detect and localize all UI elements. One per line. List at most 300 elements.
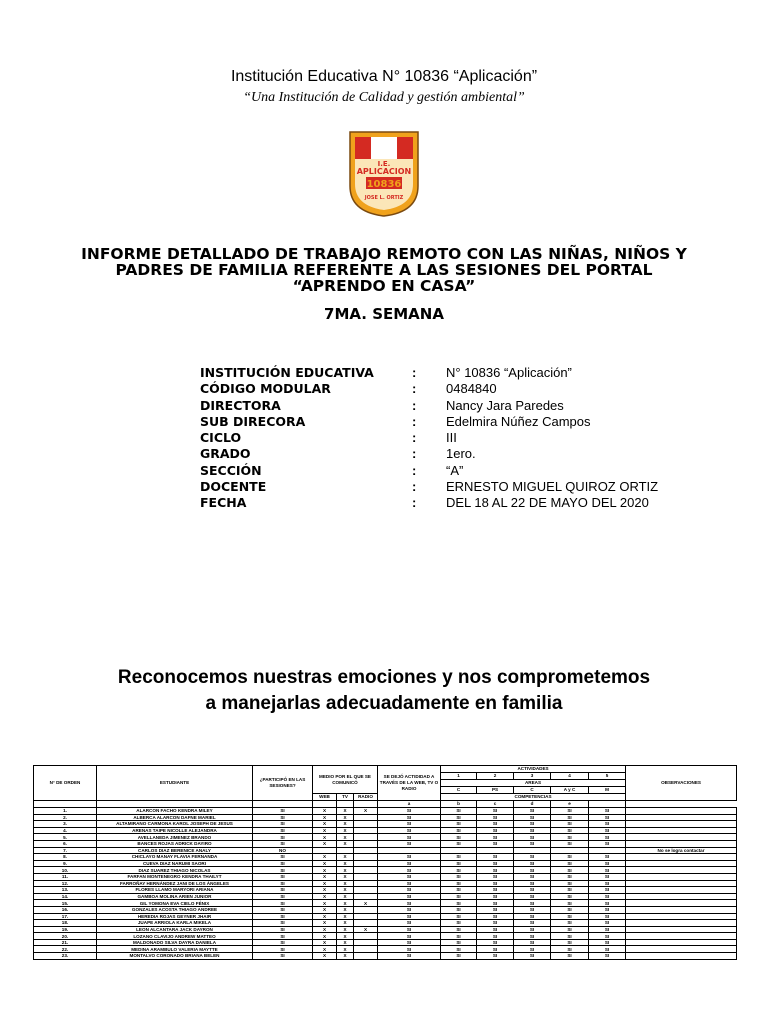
tv-cell (337, 847, 354, 854)
tv-cell: X (337, 953, 354, 960)
participated-cell: SI (253, 814, 313, 821)
activity-cell: SI (477, 873, 514, 880)
student-cell: FLORES LLAMO MARYORI ARIANA (97, 887, 253, 894)
activity-cell: SI (514, 840, 551, 847)
student-cell: CHICLAYO MANAY FLAVIA FERNANDA (97, 854, 253, 861)
activity-cell: SI (477, 887, 514, 894)
observation-cell (626, 946, 737, 953)
participated-cell: SI (253, 953, 313, 960)
web-cell: X (313, 946, 337, 953)
order-cell: 10. (34, 867, 97, 874)
activity-cell: SI (514, 946, 551, 953)
table-row (34, 939, 737, 946)
activity-cell: SI (551, 827, 589, 834)
observation-cell (626, 880, 737, 887)
activity-cell: SI (514, 854, 551, 861)
student-cell: BANCES ROJAS ADRICK DAYIRO (97, 840, 253, 847)
participated-cell: SI (253, 900, 313, 907)
tv-cell: X (337, 821, 354, 828)
observation-cell (626, 887, 737, 894)
activity-cell: SI (441, 808, 477, 815)
activity-number: 3 (514, 773, 551, 780)
activity-cell: SI (551, 953, 589, 960)
info-separator: : (412, 413, 417, 429)
info-separator: : (412, 495, 417, 511)
activity-cell: SI (441, 840, 477, 847)
activity-cell: SI (589, 840, 626, 847)
info-value: ERNESTO MIGUEL QUIROZ ORTIZ (446, 479, 659, 495)
activity-cell: SI (589, 867, 626, 874)
observation-cell (626, 933, 737, 940)
activity-cell: SI (441, 821, 477, 828)
activity-cell: SI (477, 893, 514, 900)
activity-cell: SI (589, 906, 626, 913)
order-cell: 20. (34, 933, 97, 940)
order-cell: 6. (34, 840, 97, 847)
web-cell: X (313, 867, 337, 874)
student-cell: CUEVA DIAZ NARUMI SAORI (97, 860, 253, 867)
info-separator: : (412, 462, 417, 478)
activity-cell (589, 847, 626, 854)
activity-cell: SI (441, 814, 477, 821)
header-activities: ACTIVIDADES (441, 766, 626, 773)
competency-code: d (514, 801, 551, 808)
radio-cell (354, 933, 378, 940)
activity-cell: SI (477, 827, 514, 834)
table-row (34, 926, 737, 933)
session-subtitle (0, 665, 768, 717)
order-cell: 11. (34, 873, 97, 880)
activity-cell: SI (551, 873, 589, 880)
activity-cell: SI (551, 893, 589, 900)
info-value: Nancy Jara Paredes (446, 397, 564, 413)
activity-cell: SI (589, 893, 626, 900)
activity-cell: SI (551, 880, 589, 887)
observation-cell (626, 893, 737, 900)
radio-cell (354, 880, 378, 887)
activity-cell: SI (589, 933, 626, 940)
activity-cell: SI (441, 920, 477, 927)
order-cell: 14. (34, 893, 97, 900)
activity-cell: SI (589, 946, 626, 953)
activity-cell: SI (551, 854, 589, 861)
logo-line1: I.E. (377, 160, 391, 168)
student-cell: FARROÑAY HERNÁNDEZ JANI DE LOS ÁNGELES (97, 880, 253, 887)
radio-cell (354, 860, 378, 867)
activity-cell: SI (514, 867, 551, 874)
activity-cell: SI (514, 893, 551, 900)
activity-cell: SI (477, 900, 514, 907)
attendance-body (34, 808, 737, 960)
activity-cell (441, 847, 477, 854)
left-activity-cell: SI (378, 933, 441, 940)
activity-cell: SI (477, 860, 514, 867)
table-row (34, 854, 737, 861)
web-cell: X (313, 893, 337, 900)
order-cell: 23. (34, 953, 97, 960)
table-row (34, 920, 737, 927)
radio-cell: X (354, 926, 378, 933)
left-activity-cell: SI (378, 906, 441, 913)
radio-cell (354, 913, 378, 920)
left-activity-cell: SI (378, 913, 441, 920)
institution-name: Institución Educativa N° 10836 “Aplicación” (230, 68, 538, 85)
activity-cell: SI (514, 834, 551, 841)
activity-cell: SI (589, 953, 626, 960)
competency-code: c (477, 801, 514, 808)
activity-cell: SI (551, 913, 589, 920)
session-subtitle-line2: a manejarlas adecuadamente en familia (205, 693, 563, 714)
activity-cell: SI (514, 953, 551, 960)
activity-cell: SI (477, 854, 514, 861)
order-cell: 22. (34, 946, 97, 953)
left-activity-cell: SI (378, 821, 441, 828)
area-code: M (589, 787, 626, 794)
web-cell: X (313, 926, 337, 933)
activity-cell: SI (477, 913, 514, 920)
order-cell: 2. (34, 814, 97, 821)
table-row (34, 821, 737, 828)
radio-cell (354, 854, 378, 861)
info-value: N° 10836 “Aplicación” (446, 365, 572, 380)
table-row (34, 867, 737, 874)
web-cell: X (313, 821, 337, 828)
participated-cell: SI (253, 827, 313, 834)
competency-code: e (551, 801, 589, 808)
tv-cell: X (337, 893, 354, 900)
info-separator: : (412, 479, 417, 495)
participated-cell: SI (253, 821, 313, 828)
activity-cell: SI (441, 834, 477, 841)
activity-cell: SI (551, 867, 589, 874)
activity-cell: SI (441, 939, 477, 946)
table-row (34, 900, 737, 907)
info-label: SECCIÓN (200, 462, 262, 478)
activity-cell: SI (589, 834, 626, 841)
left-activity-cell: SI (378, 920, 441, 927)
competency-code: a (378, 801, 441, 808)
header-radio: RADIO (354, 794, 378, 801)
student-cell: AVELLANEDA JIMENEZ BRANDO (97, 834, 253, 841)
activity-cell: SI (477, 867, 514, 874)
info-label: FECHA (200, 495, 247, 511)
activity-cell: SI (514, 873, 551, 880)
order-cell: 9. (34, 860, 97, 867)
order-cell: 21. (34, 939, 97, 946)
participated-cell: SI (253, 867, 313, 874)
table-row (34, 827, 737, 834)
activity-cell: SI (589, 860, 626, 867)
activity-cell: SI (441, 854, 477, 861)
activity-cell: SI (589, 873, 626, 880)
table-row (34, 887, 737, 894)
activity-cell: SI (551, 887, 589, 894)
student-cell: MEDINA ARAMBULO VALERIA MAYTTE (97, 946, 253, 953)
radio-cell (354, 873, 378, 880)
activity-cell: SI (477, 821, 514, 828)
order-cell: 15. (34, 900, 97, 907)
web-cell: X (313, 933, 337, 940)
radio-cell (354, 906, 378, 913)
activity-cell: SI (589, 887, 626, 894)
activity-cell: SI (551, 808, 589, 815)
participated-cell: SI (253, 939, 313, 946)
web-cell: X (313, 814, 337, 821)
table-row (34, 860, 737, 867)
left-activity-cell: SI (378, 834, 441, 841)
activity-cell: SI (441, 860, 477, 867)
header-order: N° DE ORDEN (34, 766, 97, 801)
activity-cell: SI (477, 939, 514, 946)
observation-cell (626, 827, 737, 834)
left-activity-cell: SI (378, 867, 441, 874)
tv-cell: X (337, 860, 354, 867)
order-cell: 18. (34, 920, 97, 927)
student-cell: CARLOS DIAZ BERENICE ANALY (97, 847, 253, 854)
radio-cell (354, 867, 378, 874)
table-row (34, 953, 737, 960)
activity-cell: SI (514, 913, 551, 920)
student-cell: MONTALVO CORONADO BRIANA BELEN (97, 953, 253, 960)
web-cell: X (313, 834, 337, 841)
logo-name: JOSE L. ORTIZ (364, 195, 404, 201)
info-separator: : (412, 446, 417, 462)
activity-cell: SI (514, 920, 551, 927)
activity-cell: SI (441, 946, 477, 953)
participated-cell: NO (253, 847, 313, 854)
activity-cell: SI (441, 926, 477, 933)
header-medium: MEDIO POR EL QUE SE COMUNICÓ (313, 766, 378, 794)
student-cell: GAMBOA MOLINA ARIEN JUNIOR (97, 893, 253, 900)
activity-cell: SI (441, 953, 477, 960)
activity-cell: SI (441, 880, 477, 887)
radio-cell: X (354, 808, 378, 815)
info-label: DIRECTORA (200, 397, 281, 413)
participated-cell: SI (253, 893, 313, 900)
activity-cell: SI (477, 933, 514, 940)
order-cell: 19. (34, 926, 97, 933)
observation-cell (626, 953, 737, 960)
student-cell: ALTAMIRANO CARMONA KAROL JOSEPH DE JESUS (97, 821, 253, 828)
activity-cell: SI (514, 939, 551, 946)
activity-cell: SI (589, 821, 626, 828)
observation-cell (626, 867, 737, 874)
activity-cell: SI (477, 808, 514, 815)
left-activity-cell (378, 847, 441, 854)
radio-cell (354, 893, 378, 900)
info-separator: : (412, 397, 417, 413)
left-activity-cell: SI (378, 939, 441, 946)
activity-cell: SI (551, 939, 589, 946)
activity-cell: SI (441, 893, 477, 900)
activity-cell: SI (514, 821, 551, 828)
order-cell: 5. (34, 834, 97, 841)
activity-cell: SI (589, 939, 626, 946)
activity-cell: SI (589, 854, 626, 861)
activity-cell: SI (477, 906, 514, 913)
activity-cell: SI (551, 946, 589, 953)
participated-cell: SI (253, 860, 313, 867)
info-label: DOCENTE (200, 479, 267, 495)
radio-cell (354, 920, 378, 927)
report-title-line1: INFORME DETALLADO DE TRABAJO REMOTO CON LAS NIÑAS, NIÑOS Y (81, 245, 687, 263)
activity-cell: SI (441, 867, 477, 874)
activity-cell: SI (514, 926, 551, 933)
activity-cell: SI (477, 946, 514, 953)
table-row (34, 873, 737, 880)
student-cell: MALDONADO SILVA DAYRA DANIELA (97, 939, 253, 946)
activity-cell: SI (477, 920, 514, 927)
table-row (34, 840, 737, 847)
header-observations: OBSERVACIONES (626, 766, 737, 801)
tv-cell: X (337, 854, 354, 861)
info-value: Edelmira Núñez Campos (446, 413, 591, 429)
info-label: CÓDIGO MODULAR (200, 381, 331, 397)
header-participated: ¿PARTICIPÓ EN LAS SESIONES? (253, 766, 313, 801)
info-label: CICLO (200, 430, 242, 446)
participated-cell: SI (253, 873, 313, 880)
left-activity-cell: SI (378, 887, 441, 894)
activity-cell: SI (477, 926, 514, 933)
activity-cell: SI (514, 880, 551, 887)
order-cell: 16. (34, 906, 97, 913)
participated-cell: SI (253, 854, 313, 861)
info-value: 1ero. (446, 446, 476, 462)
participated-cell: SI (253, 933, 313, 940)
activity-cell: SI (477, 880, 514, 887)
activity-cell: SI (441, 933, 477, 940)
table-row (34, 913, 737, 920)
tv-cell: X (337, 880, 354, 887)
competency-code: b (441, 801, 477, 808)
attendance-table (33, 765, 737, 960)
participated-cell: SI (253, 913, 313, 920)
activity-cell: SI (551, 933, 589, 940)
activity-cell (477, 847, 514, 854)
area-code: C (514, 787, 551, 794)
web-cell: X (313, 939, 337, 946)
tv-cell: X (337, 913, 354, 920)
left-activity-cell: SI (378, 926, 441, 933)
tv-cell: X (337, 840, 354, 847)
web-cell: X (313, 880, 337, 887)
activity-cell: SI (551, 860, 589, 867)
web-cell: X (313, 860, 337, 867)
left-activity-cell: SI (378, 814, 441, 821)
order-cell: 17. (34, 913, 97, 920)
left-activity-cell: SI (378, 953, 441, 960)
participated-cell: SI (253, 926, 313, 933)
student-cell: LOZANO CLAVIJO ANDREW MATTEO (97, 933, 253, 940)
activity-cell: SI (551, 926, 589, 933)
area-code: C (441, 787, 477, 794)
activity-cell: SI (551, 906, 589, 913)
activity-cell: SI (477, 834, 514, 841)
activity-cell: SI (551, 900, 589, 907)
radio-cell (354, 834, 378, 841)
info-separator: : (412, 365, 417, 380)
info-label: INSTITUCIÓN EDUCATIVA (200, 365, 374, 380)
tv-cell: X (337, 887, 354, 894)
activity-cell: SI (514, 906, 551, 913)
student-cell: JUAPE ARRIOLA KARLA MIKELA (97, 920, 253, 927)
activity-cell: SI (551, 840, 589, 847)
activity-cell: SI (589, 920, 626, 927)
institution-motto: “Una Institución de Calidad y gestión ambiental” (243, 90, 525, 105)
observation-cell (626, 906, 737, 913)
web-cell: X (313, 920, 337, 927)
participated-cell: SI (253, 834, 313, 841)
tv-cell: X (337, 814, 354, 821)
header-left-activity: SE DEJÓ ACTIDIDAD A TRAVÉS DE LA WEB, TV O RADIO (378, 766, 441, 801)
activity-number: 1 (441, 773, 477, 780)
info-separator: : (412, 430, 417, 446)
activity-cell: SI (589, 926, 626, 933)
order-cell: 7. (34, 847, 97, 854)
web-cell: X (313, 887, 337, 894)
radio-cell (354, 887, 378, 894)
activity-cell: SI (551, 814, 589, 821)
left-activity-cell: SI (378, 808, 441, 815)
web-cell: X (313, 840, 337, 847)
area-code: PS (477, 787, 514, 794)
order-cell: 1. (34, 808, 97, 815)
header-tv: TV (337, 794, 354, 801)
header-web: WEB (313, 794, 337, 801)
order-cell: 3. (34, 821, 97, 828)
student-cell: GIL YOMONA EVA CIELO FÉNIX (97, 900, 253, 907)
activity-number: 4 (551, 773, 589, 780)
info-label: GRADO (200, 446, 251, 462)
session-subtitle-line1: Reconocemos nuestras emociones y nos comprometemos (117, 667, 651, 688)
activity-cell: SI (441, 827, 477, 834)
student-cell: FARFAN MONTENEGRO KENDRA THAILYT (97, 873, 253, 880)
tv-cell: X (337, 939, 354, 946)
web-cell: X (313, 873, 337, 880)
web-cell (313, 847, 337, 854)
activity-cell: SI (589, 913, 626, 920)
radio-cell (354, 827, 378, 834)
observation-cell (626, 860, 737, 867)
observation-cell (626, 814, 737, 821)
header-competencies: COMPETENCIAS (441, 794, 626, 801)
radio-cell (354, 939, 378, 946)
school-crest-logo (346, 128, 422, 218)
activity-cell: SI (477, 840, 514, 847)
tv-cell: X (337, 946, 354, 953)
info-value: “A” (446, 462, 464, 478)
web-cell: X (313, 854, 337, 861)
web-cell: X (313, 906, 337, 913)
radio-cell (354, 821, 378, 828)
table-row (34, 933, 737, 940)
left-activity-cell: SI (378, 860, 441, 867)
activity-cell: SI (589, 880, 626, 887)
table-row (34, 893, 737, 900)
area-code: A y C (551, 787, 589, 794)
info-value: 0484840 (446, 381, 497, 397)
observation-cell (626, 808, 737, 815)
competencies-row (34, 801, 737, 808)
order-cell: 13. (34, 887, 97, 894)
table-row (34, 906, 737, 913)
radio-cell (354, 953, 378, 960)
report-title (0, 246, 768, 294)
logo-line2: APLICACION (356, 167, 412, 176)
activity-cell: SI (551, 834, 589, 841)
left-activity-cell: SI (378, 900, 441, 907)
activity-cell: SI (589, 808, 626, 815)
